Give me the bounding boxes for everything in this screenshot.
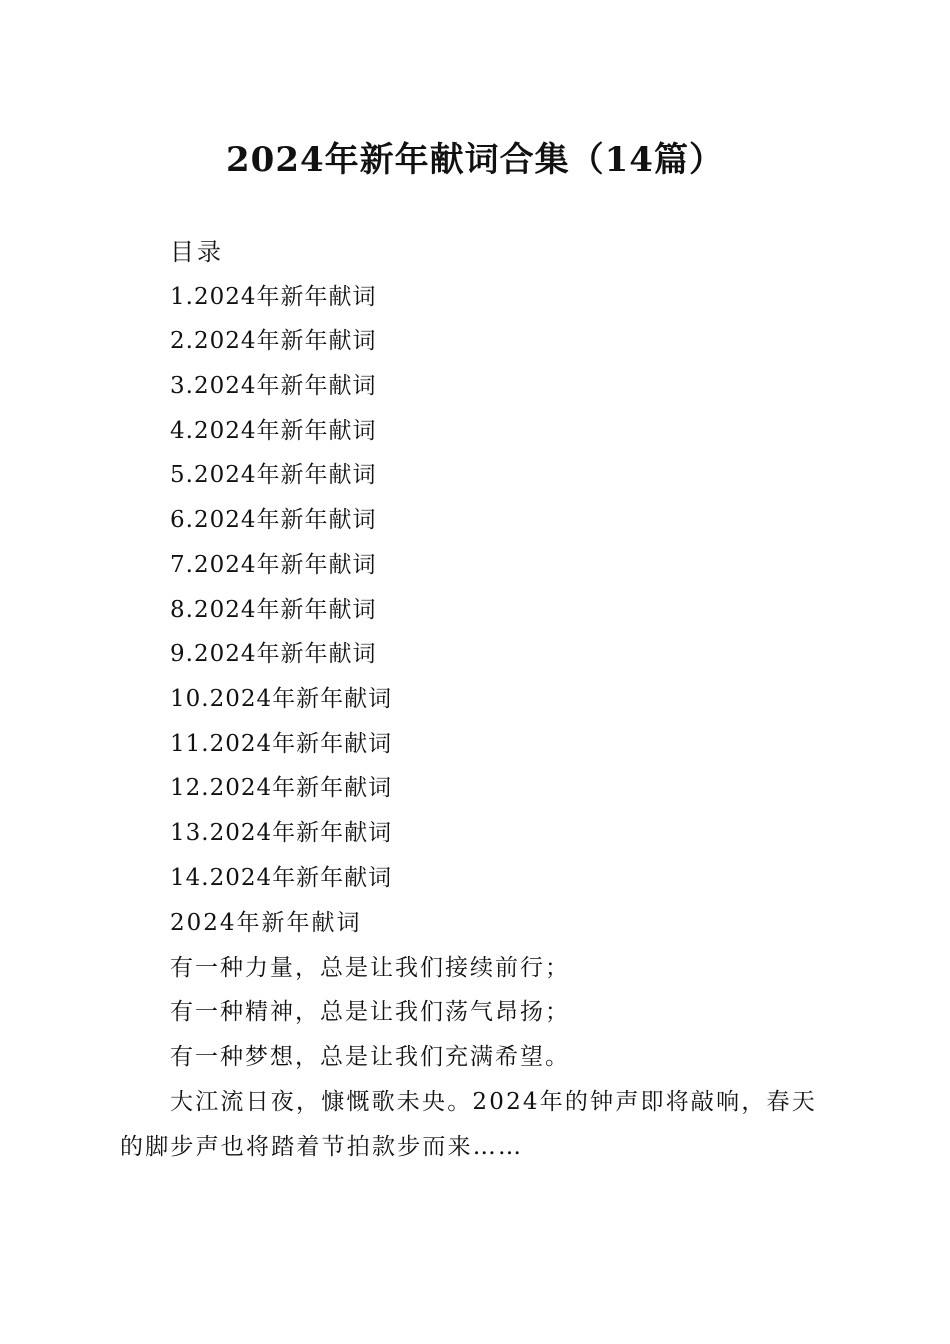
toc-item: 2.2024年新年献词 xyxy=(170,328,377,355)
toc-item: 7.2024年新年献词 xyxy=(170,551,377,578)
toc-item: 11.2024年新年献词 xyxy=(170,730,393,757)
toc-item: 3.2024年新年献词 xyxy=(170,373,377,400)
toc-item: 5.2024年新年献词 xyxy=(170,462,377,489)
table-of-contents xyxy=(170,230,392,900)
toc-item: 1.2024年新年献词 xyxy=(170,283,377,310)
body-paragraph: 大江流日夜，慷慨歌未央。2024年的钟声即将敲响，春天的脚步声也将踏着节拍款步而来…… xyxy=(120,1088,817,1160)
toc-item: 8.2024年新年献词 xyxy=(170,596,377,623)
verse-line: 有一种梦想，总是让我们充满希望。 xyxy=(170,1044,570,1071)
toc-item: 14.2024年新年献词 xyxy=(170,864,393,891)
toc-item: 9.2024年新年献词 xyxy=(170,641,377,668)
document-title: 2024年新年献词合集（14篇） xyxy=(226,140,724,180)
toc-item: 6.2024年新年献词 xyxy=(170,507,377,534)
toc-item: 10.2024年新年献词 xyxy=(170,685,393,712)
verse-line: 有一种精神，总是让我们荡气昂扬； xyxy=(170,999,570,1026)
toc-heading: 目录 xyxy=(170,238,224,266)
toc-item: 12.2024年新年献词 xyxy=(170,775,393,802)
section-title: 2024年新年献词 xyxy=(170,910,362,936)
toc-item: 13.2024年新年献词 xyxy=(170,819,393,846)
toc-item: 4.2024年新年献词 xyxy=(170,417,377,444)
verse-line: 有一种力量，总是让我们接续前行； xyxy=(170,954,570,981)
document-body xyxy=(120,901,832,1169)
